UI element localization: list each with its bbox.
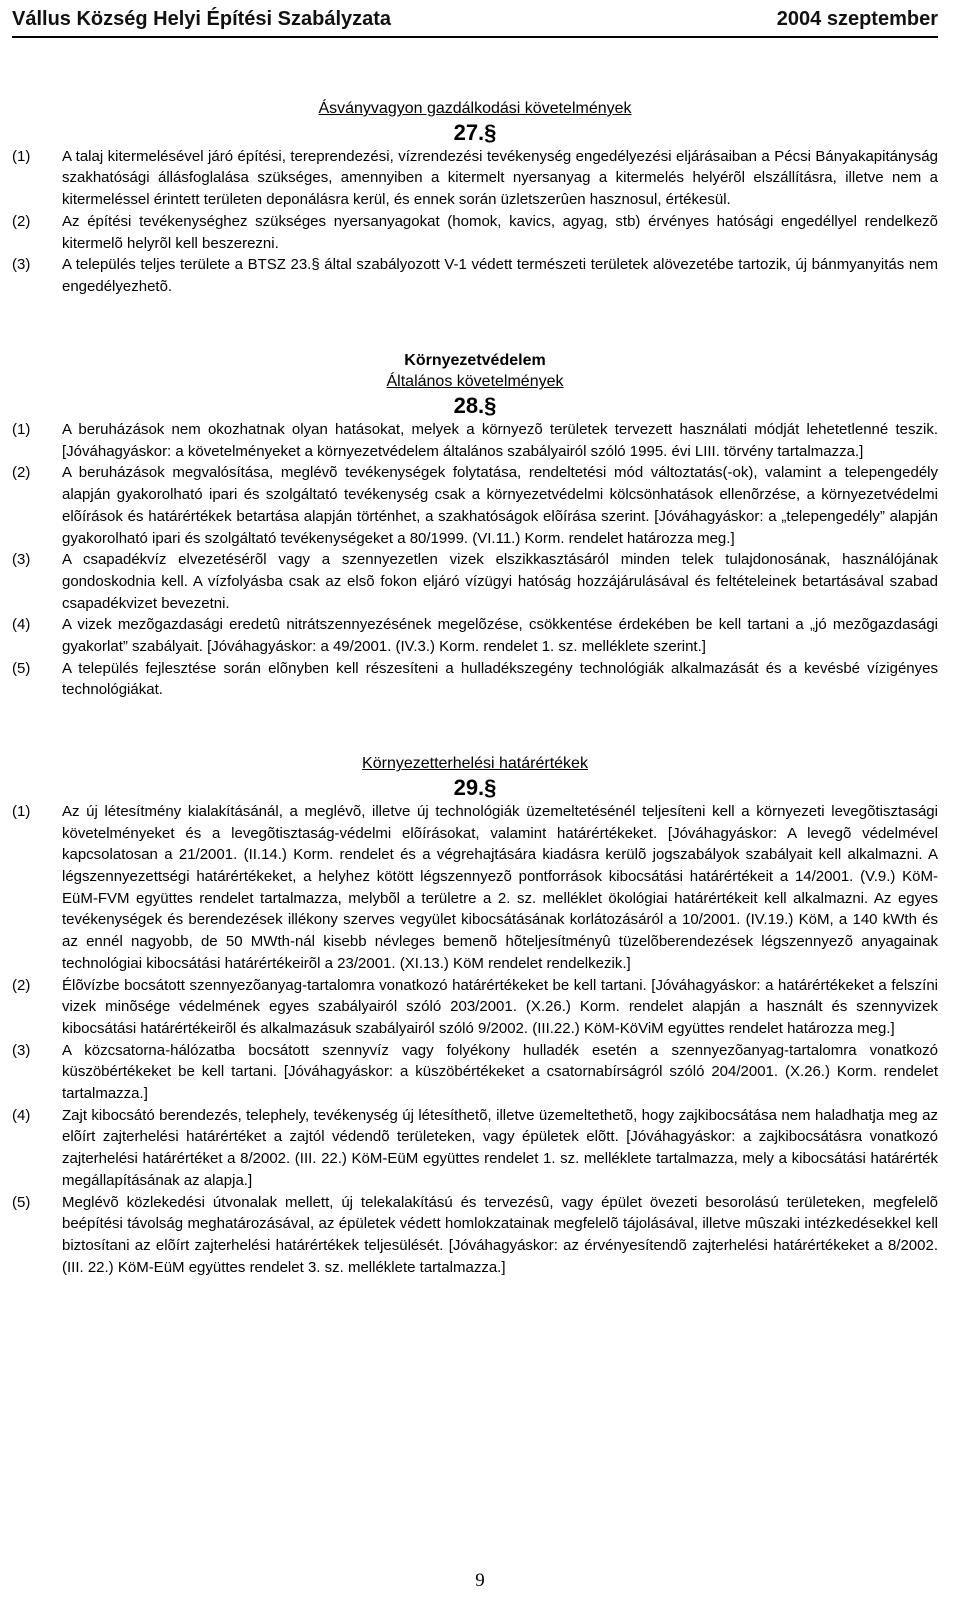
section-29 — [12, 753, 938, 1278]
paragraph — [12, 419, 938, 462]
paragraph-text: A talaj kitermelésével járó építési, tereprendezési, vízrendezési tevékenység engedélyezési eljárásaiban a Pécsi Bányakapitányság szakhatósági állásfoglalása szükséges, amennyiben a kitermelt nyersanyag a kitermelés helyérõl elszállításra, illetve nem a kitermeléssel érintett területen deponálásra kerül, és ennek során üzletszerûen hasznosul, értékesül. — [62, 147, 938, 209]
paragraph-number: (5) — [12, 659, 31, 677]
paragraph-text: A település fejlesztése során elõnyben kell részesíteni a hulladékszegény technológiák alkalmazását és a kevésbé vízigényes technológiákat. — [62, 659, 938, 699]
paragraph — [12, 254, 938, 297]
paragraph-number: (4) — [12, 616, 31, 634]
header-date: 2004 szeptember — [776, 8, 938, 30]
section-heading: Környezetvédelem — [404, 351, 546, 369]
section-27 — [12, 98, 938, 298]
paragraph-number: (2) — [12, 212, 31, 230]
paragraph-text: A közcsatorna-hálózatba bocsátott szennyvíz vagy folyékony hulladék esetén a szennyezõanyag-tartalomra vonatkozó küszöbértékeket be kell tartani. [Jóváhagyáskor: a küszöbértékeket a csatornabírságról szóló 204/2001. (X.26.) Korm. rendelet tartalmazza.] — [62, 1041, 938, 1103]
section-subheading: Általános követelmények — [386, 373, 564, 391]
paragraph-number: (3) — [12, 551, 31, 569]
paragraph — [12, 549, 938, 614]
paragraph-number: (2) — [12, 976, 31, 994]
document-body — [12, 98, 938, 1278]
paragraph-number: (1) — [12, 421, 31, 439]
paragraph — [12, 658, 938, 701]
paragraph-text: Élõvízbe bocsátott szennyezõanyag-tartalomra vonatkozó határértékeket be kell tartani. [Jóváhagyáskor: a határértékeket a felszíni vizek minõsége védelmének egyes szabályairól szóló 203/2001. (X.26.) Korm. rendelet alapján a használt és szennyvizek kibocsátási határértékeirõl és alkalmazásuk szabályairól szóló 9/2002. (III.22.) KöM-KöViM együttes rendelet határozza meg.] — [62, 976, 938, 1037]
paragraph — [12, 462, 938, 549]
paragraph — [12, 975, 938, 1040]
paragraph-number: (2) — [12, 464, 31, 482]
paragraph-number: (5) — [12, 1193, 31, 1211]
paragraph-text: A vizek mezõgazdasági eredetû nitrátszennyezésének megelõzése, csökkentése érdekében be kell tartani a „jó mezõgazdasági gyakorlat” szabályait. [Jóváhagyáskor: a 49/2001. (IV.3.) Korm. rendelet 1. sz. melléklete szerint.] — [62, 616, 938, 656]
paragraph-number: (3) — [12, 256, 31, 274]
paragraph-text: A beruházások megvalósítása, meglévõ tevékenységek folytatása, rendeltetési mód változtatás(-ok), valamint a telepengedély alapján gyakorolható ipari és szolgáltató tevékenység csak a környezetvédelmi kölcsönhatások ellenõrzése, a környezetvédelmi elõírások és határértékek betartása alapján történhet, a szakhatóságok elõírása szerint. [Jóváhagyáskor: a „telepengedély” alapján gyakorolható ipari és szolgáltató tevékenységeket a 80/1999. (VI.11.) Korm. rendelet határozza meg.] — [62, 464, 938, 547]
section-number: 27.§ — [453, 119, 497, 145]
paragraph-text: A település teljes területe a BTSZ 23.§ által szabályozott V-1 védett természeti területek alövezetébe tartozik, új bánmyanyitás nem engedélyezhetõ. — [62, 256, 938, 295]
paragraph-number: (4) — [12, 1106, 31, 1124]
paragraph-text: Zajt kibocsátó berendezés, telephely, tevékenység új létesíthetõ, illetve üzemeltethetõ, hogy zajkibocsátása nem haladhatja meg az elõírt zajterhelési határértéket a zajtól védendõ területeken, vagy épületek elõtt. [Jóváhagyáskor: a zajkibocsátásra vonatkozó zajterhelési határértéket a 8/2002. (III. 22.) KöM-EüM együttes rendelet 1. sz. melléklete tartalmazza, mely a kibocsátási határérték megállapításának az alapja.] — [62, 1106, 938, 1189]
section-28 — [12, 350, 938, 702]
paragraph — [12, 211, 938, 254]
paragraph — [12, 614, 938, 657]
paragraph-text: Meglévõ közlekedési útvonalak mellett, új telekalakítású és tervezésû, vagy épület övezeti besorolású területeken, megfelelõ beépítési távolság meghatározásával, az épületek védett homlokzatainak megfelelõ tájolásával, illetve mûszaki intézkedésekkel kell biztosítani az elõírt zajterhelési határértékek teljesülését. [Jóváhagyáskor: az érvényesítendõ zajterhelési határértékeket a 8/2002. (III. 22.) KöM-EüM együttes rendelet 3. sz. melléklete tartalmazza.] — [62, 1193, 938, 1276]
section-number: 28.§ — [453, 393, 497, 419]
page-header — [12, 6, 938, 38]
paragraph-text: A beruházások nem okozhatnak olyan hatásokat, melyek a környezõ területek tervezett használati módját lehetetlenné teszik. [Jóváhagyáskor: a követelményeket a környezetvédelem általános szabályairól szóló 1995. évi LIII. törvény tartalmazza.] — [62, 421, 938, 460]
paragraph-text: A csapadékvíz elvezetésérõl vagy a szennyezetlen vizek elszikkasztásáról minden telek tulajdonosának, használójának gondoskodnia kell. A vízfolyásba csak az elsõ fokon eljáró vízügyi hatóság hozzájárulásával és feltételeinek betartásával szabad csapadékvizet bevezetni. — [62, 551, 938, 612]
section-spacer — [12, 701, 938, 753]
section-spacer — [12, 298, 938, 350]
section-heading: Ásványvagyon gazdálkodási követelmények — [318, 100, 632, 117]
paragraph — [12, 1105, 938, 1192]
header-title: Vállus Község Helyi Építési Szabályzata — [12, 8, 392, 30]
section-number: 29.§ — [453, 774, 497, 800]
section-heading: Környezetterhelési határértékek — [362, 755, 588, 773]
paragraph-number: (3) — [12, 1041, 31, 1059]
paragraph-number: (1) — [12, 147, 31, 165]
paragraph-text: Az új létesítmény kialakításánál, a meglévõ, illetve új technológiák üzemeltetésénél teljesíteni kell a környezeti levegõtisztasági követelményeket és a levegõtisztaság-védelmi elõírásokat, valamint határértékeket. [Jóváhagyáskor: A levegõ védelmével kapcsolatosan a 21/2001. (II.14.) Korm. rendelet és a végrehajtására kiadásra kerülõ jogszabályok szabályait kell alkalmazni. A légszennyezettségi határértékeket, a helyhez kötött légszennyezõ pontforrások kibocsátási határértékeit a 14/2001. (V.9.) KöM-EüM-FVM együttes rendelet tartalmazza, melybõl a területre a 2. sz. melléklet ökológiai határértékeit kell alkalmazni. Az egyes tevékenységek és berendezések illékony szerves vegyület kibocsátásának korlátozásáról a 10/2001. (IV.19.) KöM, a 140 kWth és az ennél nagyobb, de 50 MWth-nál kisebb névleges bemenõ hõteljesítményû tüzelõberendezések légszennyezõ anyagainak technológiai kibocsátási határértékeirõl a 23/2001. (XI.13.) KöM rendelet rendelkezik.] — [62, 802, 938, 972]
paragraph — [12, 1040, 938, 1105]
paragraph — [12, 801, 938, 975]
paragraph-number: (1) — [12, 802, 31, 820]
paragraph-text: Az építési tevékenységhez szükséges nyersanyagokat (homok, kavics, agyag, stb) érvényes hatósági engedéllyel rendelkezõ kitermelõ helyrõl kell beszerezni. — [62, 212, 938, 252]
paragraph — [12, 1192, 938, 1279]
page-number: 9 — [475, 1570, 485, 1591]
paragraph — [12, 146, 938, 211]
